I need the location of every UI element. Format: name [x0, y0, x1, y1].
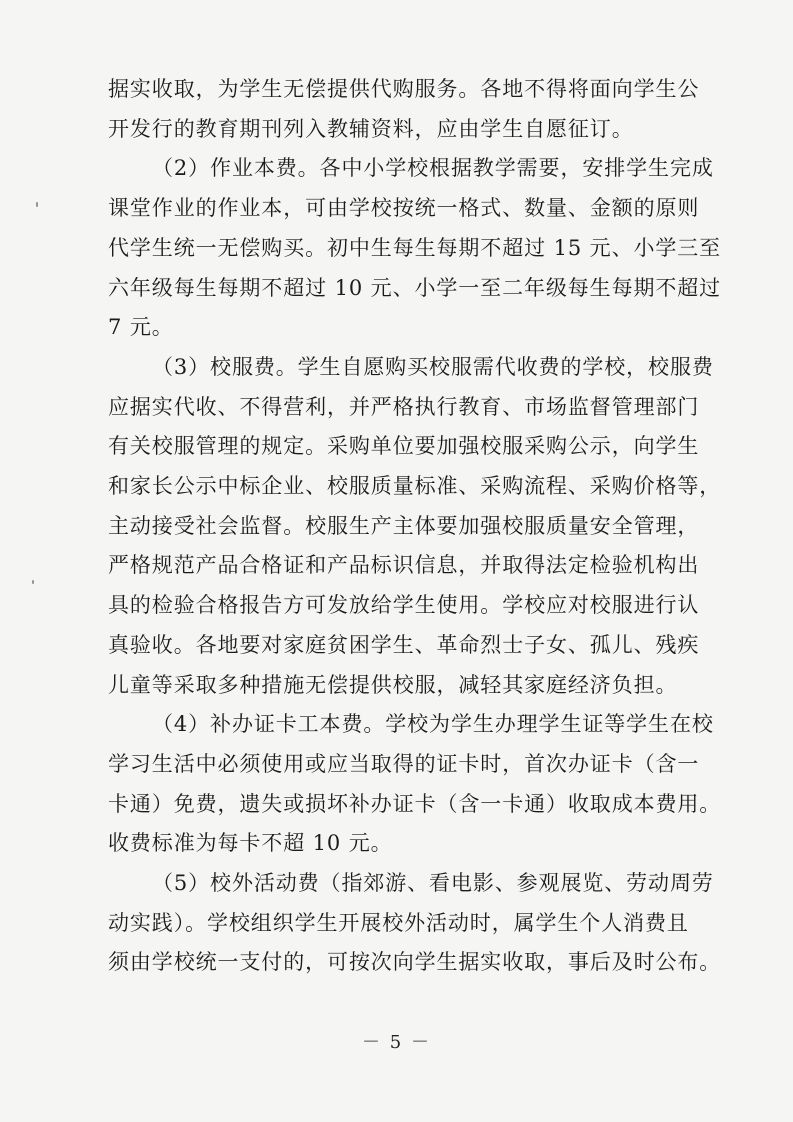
paragraph — [108, 705, 722, 864]
page-number: － 5 － — [362, 1032, 431, 1053]
text-line: 代学生统一无偿购买。初中生每生每期不超过 15 元、小学三至 — [108, 235, 722, 260]
text-line: 据实收取，为学生无偿提供代购服务。各地不得将面向学生公 — [108, 77, 700, 101]
text-line: 学习生活中必须使用或应当取得的证卡时，首次办证卡（含一 — [108, 751, 700, 776]
text-line: 应据实代收、不得营利，并严格执行教育、市场监督管理部门 — [108, 394, 700, 419]
text-line: 主动接受社会监督。校服生产主体要加强校服质量安全管理， — [108, 513, 700, 538]
scan-speck — [36, 202, 38, 207]
text-line: 动实践）。学校组织学生开展校外活动时，属学生个人消费且 — [108, 910, 689, 935]
text-line: 真验收。各地要对家庭贫困学生、革命烈士子女、孤儿、残疾 — [108, 632, 700, 657]
text-line: （2）作业本费。各中小学校根据教学需要，安排学生完成 — [152, 156, 714, 181]
text-line: 儿童等采取多种措施无偿提供校服，减轻其家庭经济负担。 — [108, 672, 678, 697]
text-line: 有关校服管理的规定。采购单位要加强校服采购公示，向学生 — [108, 434, 700, 459]
text-line: （4）补办证卡工本费。学校为学生办理学生证等学生在校 — [152, 712, 714, 737]
paragraph — [108, 348, 722, 705]
text-line: 须由学校统一支付的，可按次向学生据实收取，事后及时公布。 — [108, 950, 722, 975]
text-line: 严格规范产品合格证和产品标识信息，并取得法定检验机构出 — [108, 553, 700, 578]
text-line: 卡通）免费，遗失或损坏补办证卡（含一卡通）收取成本费用。 — [108, 791, 722, 816]
text-line: 7 元。 — [108, 315, 174, 340]
text-line: 课堂作业的作业本，可由学校按统一格式、数量、金额的原则 — [108, 196, 700, 221]
scan-speck — [32, 580, 34, 584]
text-line: （5）校外活动费（指郊游、看电影、参观展览、劳动周劳 — [152, 871, 714, 896]
text-line: 收费标准为每卡不超 10 元。 — [108, 831, 393, 856]
text-line: 开发行的教育期刊列入教辅资料，应由学生自愿征订。 — [108, 116, 634, 141]
document-body — [108, 70, 722, 983]
paragraph — [108, 149, 722, 348]
paragraph — [108, 70, 718, 149]
text-line: 具的检验合格报告方可发放给学生使用。学校应对校服进行认 — [108, 593, 700, 618]
paragraph — [108, 864, 722, 983]
text-line: 和家长公示中标企业、校服质量标准、采购流程、采购价格等， — [108, 474, 722, 499]
text-line: 六年级每生每期不超过 10 元、小学一至二年级每生每期不超过 — [108, 275, 722, 300]
text-line: （3）校服费。学生自愿购买校服需代收费的学校，校服费 — [152, 354, 714, 379]
